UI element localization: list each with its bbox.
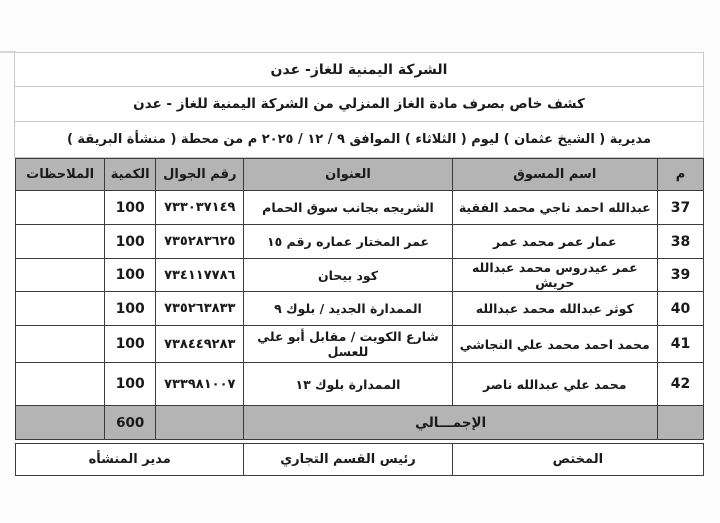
- phone-number: ٧٣٥٢٨٣٦٢٥: [156, 225, 244, 259]
- row-number: 37: [657, 191, 703, 225]
- total-phone-cell: [156, 406, 244, 440]
- signature-facility-manager: مدير المنشأه: [16, 444, 244, 476]
- quantity: 100: [105, 191, 156, 225]
- notes-cell: [16, 326, 105, 363]
- notes-cell: [16, 363, 105, 406]
- notes-cell: [16, 225, 105, 259]
- document-sheet: [14, 52, 704, 476]
- address: كود بيحان: [244, 259, 452, 292]
- total-row: [16, 406, 704, 440]
- signature-commercial-head: رئيس القسم التجاري: [244, 444, 452, 476]
- total-notes-cell: [16, 406, 105, 440]
- table-row: [16, 225, 704, 259]
- marketer-name: كوثر عبدالله محمد عبدالله: [452, 292, 657, 326]
- address: عمر المختار عماره رقم ١٥: [244, 225, 452, 259]
- table-row: [16, 363, 704, 406]
- address: الشريجه بجانب سوق الحمام: [244, 191, 452, 225]
- quantity: 100: [105, 363, 156, 406]
- quantity: 100: [105, 292, 156, 326]
- phone-number: ٧٣٤١١٧٧٨٦: [156, 259, 244, 292]
- signature-row: [15, 443, 704, 476]
- table-header-row: [16, 159, 704, 191]
- row-number: 38: [657, 225, 703, 259]
- marketer-name: محمد علي عبدالله ناصر: [452, 363, 657, 406]
- row-number: 39: [657, 259, 703, 292]
- table-row: [16, 259, 704, 292]
- row-number: 41: [657, 326, 703, 363]
- total-quantity: 600: [105, 406, 156, 440]
- row-number: 42: [657, 363, 703, 406]
- col-header-address: العنوان: [244, 159, 452, 191]
- quantity: 100: [105, 259, 156, 292]
- marketer-name: محمد احمد محمد علي النجاشي: [452, 326, 657, 363]
- quantity: 100: [105, 326, 156, 363]
- row-number: 40: [657, 292, 703, 326]
- marketer-name: عمر عيدروس محمد عبدالله حريش: [452, 259, 657, 292]
- col-header-phone: رقم الجوال: [156, 159, 244, 191]
- document-titles: [14, 52, 704, 158]
- distribution-table: [15, 158, 704, 440]
- notes-cell: [16, 259, 105, 292]
- table-row: [16, 326, 704, 363]
- address: شارع الكويت / مقابل أبو علي للعسل: [244, 326, 452, 363]
- phone-number: ٧٣٣٠٣٧١٤٩: [156, 191, 244, 225]
- col-header-quantity: الكمية: [105, 159, 156, 191]
- district-date-line: مديرية ( الشيخ عثمان ) ليوم ( الثلاثاء ) الموافق ٩ / ١٢ / ٢٠٢٥ م من محطة ( منشأة البريقة ): [15, 122, 703, 158]
- company-title: الشركة اليمنية للغاز- عدن: [15, 53, 703, 87]
- statement-subtitle: كشف خاص بصرف مادة الغاز المنزلي من الشركة اليمنية للغاز - عدن: [15, 87, 703, 122]
- table-row: [16, 292, 704, 326]
- col-header-notes: الملاحظات: [16, 159, 105, 191]
- total-number-cell: [657, 406, 703, 440]
- phone-number: ٧٣٣٩٨١٠٠٧: [156, 363, 244, 406]
- col-header-name: اسم المسوق: [452, 159, 657, 191]
- col-header-number: م: [657, 159, 703, 191]
- notes-cell: [16, 191, 105, 225]
- table-row: [16, 191, 704, 225]
- phone-number: ٧٣٥٢٦٣٨٣٣: [156, 292, 244, 326]
- marketer-name: عمار عمر محمد عمر: [452, 225, 657, 259]
- phone-number: ٧٣٨٤٤٩٢٨٣: [156, 326, 244, 363]
- quantity: 100: [105, 225, 156, 259]
- total-label: الإجمـــالي: [244, 406, 658, 440]
- marketer-name: عبدالله احمد ناجي محمد الفقية: [452, 191, 657, 225]
- address: الممدارة الجديد / بلوك ٩: [244, 292, 452, 326]
- notes-cell: [16, 292, 105, 326]
- address: الممدارة بلوك ١٣: [244, 363, 452, 406]
- signature-specialist: المختص: [452, 444, 703, 476]
